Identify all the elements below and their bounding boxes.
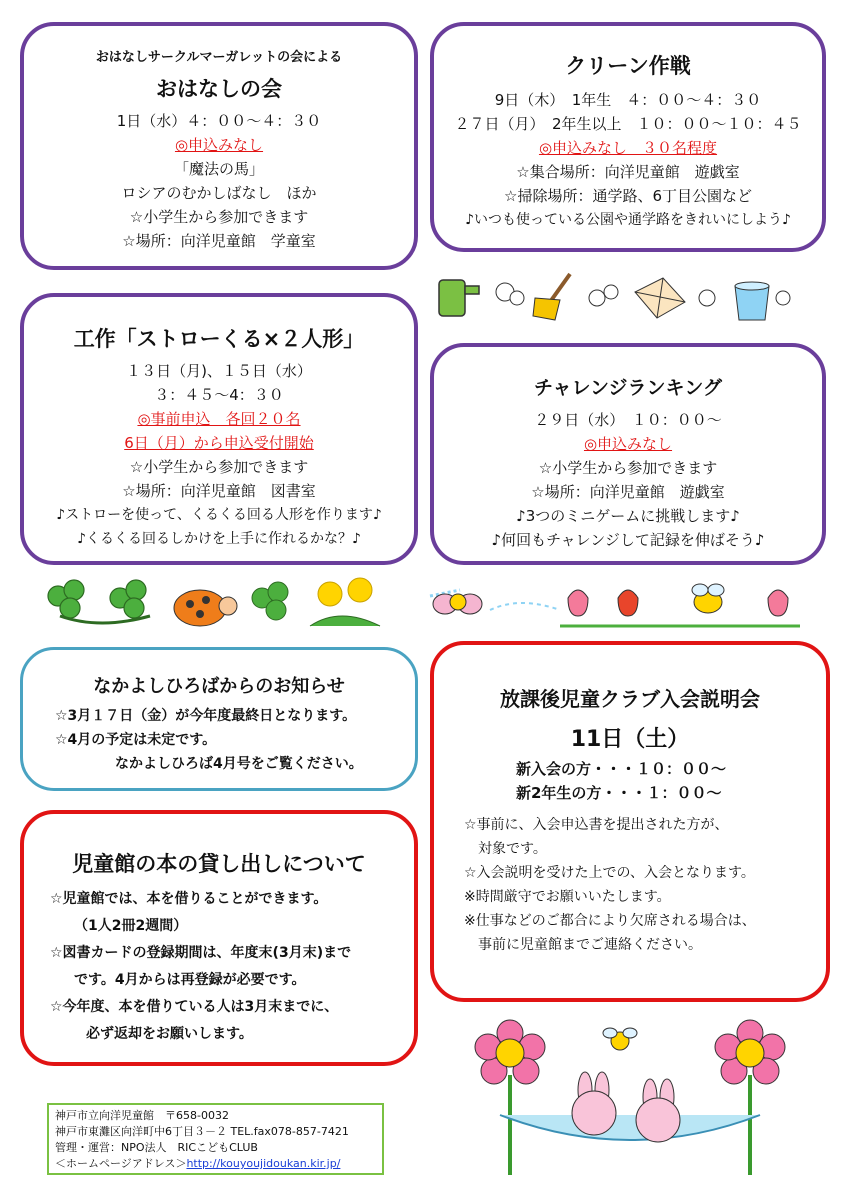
kousaku-desc2: ♪くるくる回るしかけを上手に作れるかな？♪ (77, 531, 361, 547)
homepage-link[interactable]: http://kouyoujidoukan.kir.jp/ (186, 1157, 341, 1170)
kousaku-time: ３：４５～4：３０ (154, 386, 284, 404)
ohanashi-eligibility: ☆小学生から参加できます (129, 208, 309, 226)
ohanashi-other: ロシアのむかしばなし ほか (121, 184, 317, 202)
kousaku-desc1: ♪ストローを使って、くるくる回る人形を作ります♪ (56, 507, 382, 523)
houkago-note3: ※時間厳守でお願いいたします。 (464, 889, 671, 905)
nakayoshi-title: なかよしひろばからのお知らせ (93, 676, 345, 697)
kousaku-place: ☆場所：向洋児童館 図書室 (122, 482, 316, 500)
challenge-desc1: ♪3つのミニゲームに挑戦します♪ (516, 507, 740, 525)
nakayoshi-line2: ☆4月の予定は未定です。 (55, 732, 217, 748)
kousaku-title: 工作「ストローくる×２人形」 (73, 327, 365, 351)
ohanashi-story: 「魔法の馬」 (173, 160, 264, 178)
houkago-date: 11日（土） (570, 727, 690, 752)
houkago-title: 放課後児童クラブ入会説明会 (500, 687, 760, 711)
ohanashi-box (20, 22, 418, 270)
footer-url-prefix: ＜ホームページアドレス＞ (55, 1157, 187, 1170)
flowers-bunnies-hammock-illustration (460, 1015, 820, 1180)
ohanashi-date: 1日（水）４：００～４：３０ (116, 112, 322, 130)
challenge-title: チャレンジランキング (534, 377, 722, 399)
kousaku-date: １３日（月)、１５日（水） (126, 362, 312, 380)
kousaku-apply: ◎事前申込 各回２０名 (137, 410, 301, 428)
houkago-note1b: 対象です。 (478, 841, 547, 857)
clean-date2: ２７日（月） 2年生以上 １０：００～１０：４５ (454, 115, 802, 133)
ohanashi-apply: ◎申込みなし (174, 136, 264, 154)
challenge-desc2: ♪何回もチャレンジして記録を伸ばそう♪ (491, 531, 765, 549)
clean-date1: 9日（木） 1年生 ４：００～４：３０ (494, 91, 762, 109)
nakayoshi-line3: なかよしひろば4月号をご覧ください。 (115, 756, 363, 772)
kousaku-accept: 6日（月）から申込受付開始 (124, 434, 314, 452)
houkago-note4: ※仕事などのご都合により欠席される場合は、 (464, 913, 756, 929)
footer-line2: 神戸市東灘区向洋町中6丁目３－２ TEL.fax078-857-7421 (55, 1125, 349, 1138)
cleaning-tools-illustration (435, 268, 795, 328)
houkago-note4b: 事前に児童館までご連絡ください。 (478, 937, 702, 953)
nakayoshi-line1: ☆3月１７日（金）が今年度最終日となります。 (55, 708, 357, 724)
houkago-second: 新2年生の方・・・１：００～ (516, 784, 722, 802)
clean-title: クリーン作戦 (565, 54, 691, 78)
houkago-note2: ☆入会説明を受けた上での、入会となります。 (464, 865, 755, 881)
books-line2: （1人2冊2週間） (74, 918, 188, 934)
footer-contact (47, 1103, 384, 1175)
clean-message: ♪いつも使っている公園や通学路をきれいにしよう♪ (465, 212, 791, 228)
ohanashi-pre: おはなしサークルマーガレットの会による (95, 50, 343, 65)
ohanashi-title: おはなしの会 (156, 77, 282, 101)
books-line5: ☆今年度、本を借りている人は3月末までに、 (50, 999, 339, 1015)
houkago-box (430, 641, 830, 1002)
books-title: 児童館の本の貸し出しについて (72, 852, 366, 876)
kousaku-box (20, 293, 418, 565)
clean-meeting: ☆集合場所：向洋児童館 遊戯室 (516, 163, 740, 181)
challenge-box (430, 343, 826, 565)
nakayoshi-box (20, 647, 418, 791)
houkago-note1: ☆事前に、入会申込書を提出された方が、 (464, 817, 729, 833)
books-line1: ☆児童館では、本を借りることができます。 (50, 891, 328, 907)
challenge-apply: ◎申込みなし (583, 435, 673, 453)
challenge-date: ２９日（水） １０：００～ (534, 411, 722, 429)
garden-illustration (40, 576, 810, 634)
challenge-eligibility: ☆小学生から参加できます (538, 459, 718, 477)
ohanashi-place: ☆場所：向洋児童館 学童室 (122, 232, 316, 250)
books-line6: 必ず返却をお願いします。 (86, 1026, 253, 1042)
books-box (20, 810, 418, 1066)
footer-line3: 管理・運営：NPO法人 RICこどもCLUB (55, 1141, 258, 1154)
clean-apply: ◎申込みなし ３０名程度 (538, 139, 718, 157)
books-line4: です。4月からは再登録が必要です。 (74, 972, 306, 988)
clean-area: ☆掃除場所：通学路、6丁目公園など (504, 187, 752, 205)
houkago-new: 新入会の方・・・１０：００～ (516, 760, 727, 778)
footer-line4 (55, 1156, 376, 1172)
kousaku-eligibility: ☆小学生から参加できます (129, 458, 309, 476)
footer-line1: 神戸市立向洋児童館 〒658-0032 (55, 1109, 229, 1122)
challenge-place: ☆場所：向洋児童館 遊戯室 (531, 483, 725, 501)
books-line3: ☆図書カードの登録期間は、年度末(3月末)まで (50, 945, 352, 961)
clean-box (430, 22, 826, 252)
